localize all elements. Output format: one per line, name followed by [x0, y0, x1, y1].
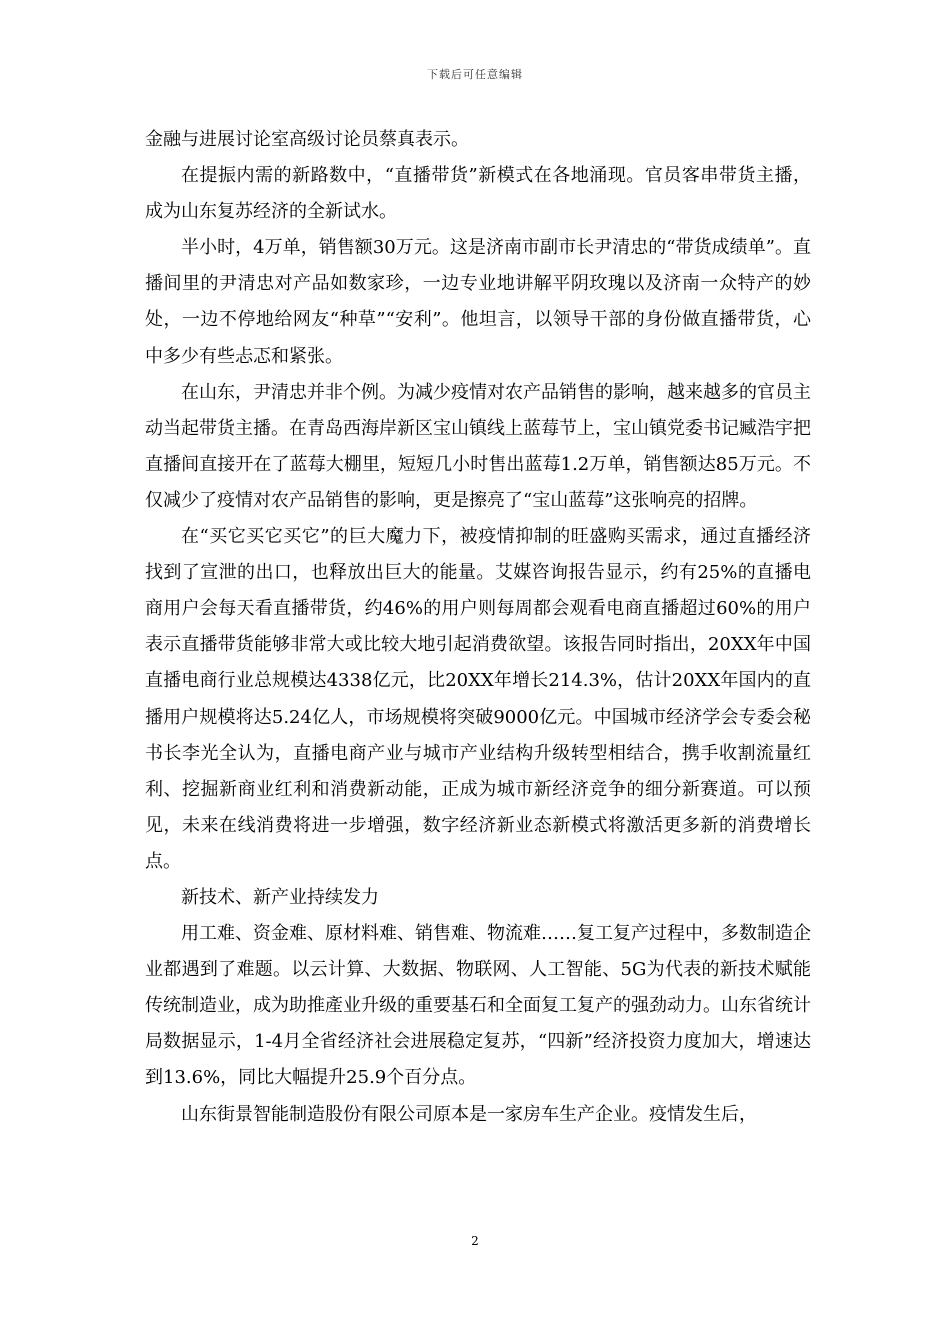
paragraph: 在山东，尹清忠并非个例。为减少疫情对农产品销售的影响，越来越多的官员主动当起带货主播。在青岛西海岸新区宝山镇线上蓝莓节上，宝山镇党委书记臧浩宇把直播间直接开在了蓝莓大棚里，短短几小时售出蓝莓1.2万单，销售额达85万元。不仅减少了疫情对农产品销售的影响，更是擦亮了“宝山蓝莓”这张响亮的招牌。 — [145, 381, 811, 511]
paragraph: 用工难、资金难、原材料难、销售难、物流难……复工复产过程中，多数制造企业都遇到了难题。以云计算、大数据、物联网、人工智能、5G为代表的新技术赋能传统制造业，成为助推產业升级的重要基石和全面复工复产的强劲动力。山东省统计局数据显示，1-4月全省经济社会进展稳定复苏，“四新”经济投资力度加大，增速达到13.6%，同比大幅提升25.9个百分点。 — [145, 923, 811, 1089]
paragraph: 在“买它买它买它”的巨大魔力下，被疫情抑制的旺盛购买需求，通过直播经济找到了宣泄的出口，也释放出巨大的能量。艾媒咨询报告显示，约有25%的直播电商用户会每天看直播带货，约46%的用户则每周都会观看电商直播超过60%的用户表示直播带货能够非常大或比较大地引起消费欲望。该报告同时指出，20XX年中国直播电商行业总规模达4338亿元，比20XX年增长214.3%，估计20XX年国内的直播用户规模将达5.24亿人，市场规模将突破9000亿元。中国城市经济学会专委会秘书长李光全认为，直播电商产业与城市产业结构升级转型相结合，携手收割流量红利、挖掘新商业红利和消费新动能，正成为城市新经济竞争的细分新赛道。可以预见，未来在线消费将进一步增强，数字经济新业态新模式将激活更多新的消费增长点。 — [145, 526, 811, 872]
paragraph: 在提振内需的新路数中，“直播带货”新模式在各地涌现。官员客串带货主播，成为山东复苏经济的全新试水。 — [145, 165, 811, 223]
page-number: 2 — [471, 1234, 479, 1248]
section-heading: 新技术、新产业持续发力 — [181, 886, 379, 908]
document-body — [145, 122, 811, 1133]
paragraph: 山东街景智能制造股份有限公司原本是一家房车生产企业。疫情发生后， — [181, 1103, 757, 1125]
paragraph: 金融与进展讨论室高级讨论员蔡真表示。 — [145, 129, 469, 150]
page-header-note: 下载后可任意编辑 — [427, 68, 523, 81]
paragraph: 半小时，4万单，销售额30万元。这是济南市副市长尹清忠的“带货成绩单”。直播间里的尹清忠对产品如数家珍，一边专业地讲解平阴玫瑰以及济南一众特产的妙处，一边不停地给网友“种草”“安利”。他坦言，以领导干部的身份做直播带货，心中多少有些忐忑和紧张。 — [145, 237, 811, 367]
